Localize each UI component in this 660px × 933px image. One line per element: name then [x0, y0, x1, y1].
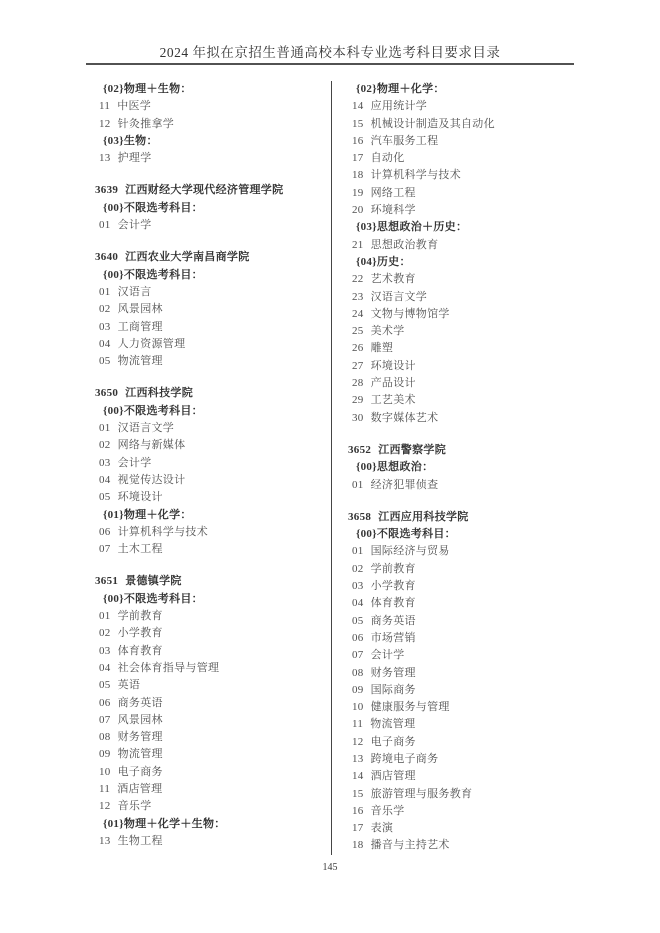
- major-number: 27: [352, 359, 364, 372]
- major-name: 财务管理: [370, 666, 416, 679]
- major-name: 环境设计: [117, 491, 163, 504]
- major-number: 04: [99, 337, 111, 350]
- major-name: 市场营销: [370, 631, 416, 644]
- major-number: 04: [99, 473, 111, 486]
- university-group: [348, 509, 574, 855]
- university-name: 江西应用科技学院: [378, 510, 469, 523]
- major-item: [99, 336, 331, 353]
- major-name: 学前教育: [370, 562, 416, 575]
- major-item: [352, 682, 574, 699]
- major-name: 自动化: [370, 152, 405, 165]
- major-item: [99, 437, 331, 454]
- major-item: [352, 595, 574, 612]
- major-number: 11: [99, 782, 111, 795]
- subject-requirement-header: {00}不限选考科目：: [103, 201, 203, 214]
- major-name: 计算机科学与技术: [117, 525, 209, 538]
- major-number: 03: [99, 320, 111, 333]
- major-item: [352, 98, 574, 115]
- content-columns: [88, 81, 575, 855]
- university-header: [95, 573, 331, 590]
- major-item: [352, 340, 574, 357]
- major-number: 18: [352, 169, 364, 182]
- major-number: 06: [352, 631, 364, 644]
- major-name: 工商管理: [117, 320, 163, 333]
- page-number: 145: [322, 861, 338, 873]
- major-item: [352, 543, 574, 560]
- major-item: [99, 301, 331, 318]
- major-item: [99, 489, 331, 506]
- university-name: 江西科技学院: [125, 387, 194, 400]
- major-item: [352, 185, 574, 202]
- major-number: 03: [352, 580, 364, 593]
- major-item: [99, 798, 331, 815]
- major-name: 风景园林: [117, 303, 163, 316]
- major-number: 15: [352, 787, 364, 800]
- major-number: 11: [99, 100, 111, 113]
- major-item: [352, 477, 574, 494]
- major-item: [99, 712, 331, 729]
- major-number: 03: [99, 644, 111, 657]
- major-name: 中医学: [117, 100, 152, 113]
- major-name: 汉语言文学: [117, 422, 175, 435]
- major-number: 16: [352, 804, 364, 817]
- major-number: 15: [352, 117, 364, 130]
- major-number: 05: [352, 614, 364, 627]
- major-name: 电子商务: [117, 765, 163, 778]
- major-item: [99, 746, 331, 763]
- major-item: [352, 323, 574, 340]
- major-name: 商务英语: [370, 614, 416, 627]
- major-name: 美术学: [370, 325, 405, 338]
- university-code: 3650: [95, 387, 119, 400]
- major-name: 物流管理: [117, 748, 163, 761]
- major-number: 06: [99, 696, 111, 709]
- major-item: [99, 729, 331, 746]
- major-name: 汉语言: [117, 285, 152, 298]
- major-name: 酒店管理: [117, 782, 163, 795]
- major-item: [352, 734, 574, 751]
- major-item: [99, 319, 331, 336]
- major-item: [352, 306, 574, 323]
- major-number: 05: [99, 491, 111, 504]
- major-number: 13: [99, 834, 111, 847]
- university-group: [95, 385, 331, 558]
- major-number: 13: [99, 152, 111, 165]
- major-item: [99, 420, 331, 437]
- major-item: [352, 803, 574, 820]
- university-header: [95, 385, 331, 402]
- major-name: 会计学: [117, 456, 152, 469]
- major-item: [352, 820, 574, 837]
- major-item: [352, 116, 574, 133]
- university-header: [95, 249, 331, 266]
- major-number: 02: [99, 303, 111, 316]
- major-item: [99, 608, 331, 625]
- major-item: [99, 781, 331, 798]
- major-name: 艺术教育: [370, 273, 416, 286]
- major-name: 文物与博物馆学: [370, 307, 450, 320]
- major-number: 12: [352, 735, 364, 748]
- university-header: [95, 182, 331, 199]
- major-number: 08: [352, 666, 364, 679]
- major-item: [352, 150, 574, 167]
- major-name: 音乐学: [370, 804, 405, 817]
- major-number: 09: [352, 683, 364, 696]
- university-code: 3652: [348, 443, 372, 456]
- major-item: [352, 358, 574, 375]
- major-number: 01: [99, 219, 111, 232]
- major-name: 计算机科学与技术: [370, 169, 462, 182]
- major-number: 12: [99, 800, 111, 813]
- major-number: 10: [99, 765, 111, 778]
- major-item: [99, 217, 331, 234]
- major-number: 17: [352, 822, 364, 835]
- major-name: 会计学: [370, 649, 405, 662]
- major-name: 产品设计: [370, 377, 416, 390]
- column-left: [88, 81, 332, 855]
- major-number: 23: [352, 290, 364, 303]
- major-item: [99, 833, 331, 850]
- major-name: 体育教育: [370, 597, 416, 610]
- major-item: [99, 116, 331, 133]
- major-item: [99, 541, 331, 558]
- major-item: [352, 289, 574, 306]
- major-name: 环境科学: [370, 204, 416, 217]
- major-number: 12: [99, 117, 111, 130]
- university-group: [348, 81, 574, 427]
- major-name: 英语: [117, 679, 141, 692]
- university-group: [95, 249, 331, 370]
- major-name: 经济犯罪侦查: [370, 478, 439, 491]
- university-name: 江西农业大学南昌商学院: [125, 251, 250, 264]
- major-item: [352, 133, 574, 150]
- major-name: 风景园林: [117, 713, 163, 726]
- major-number: 16: [352, 134, 364, 147]
- major-item: [99, 643, 331, 660]
- major-item: [99, 625, 331, 642]
- major-item: [352, 375, 574, 392]
- major-number: 14: [352, 770, 364, 783]
- major-item: [352, 561, 574, 578]
- university-code: 3640: [95, 251, 119, 264]
- major-item: [352, 699, 574, 716]
- major-item: [352, 237, 574, 254]
- major-number: 01: [99, 285, 111, 298]
- subject-requirement-header: {00}不限选考科目：: [103, 404, 203, 417]
- major-item: [99, 524, 331, 541]
- major-number: 07: [352, 649, 364, 662]
- major-name: 会计学: [117, 219, 152, 232]
- major-item: [352, 751, 574, 768]
- major-name: 学前教育: [117, 610, 163, 623]
- major-item: [352, 271, 574, 288]
- subject-requirement-header: {00}不限选考科目：: [103, 268, 203, 281]
- subject-requirement-header: {02}物理＋生物：: [103, 83, 192, 95]
- major-name: 汽车服务工程: [370, 134, 439, 147]
- major-item: [352, 630, 574, 647]
- major-item: [352, 202, 574, 219]
- university-code: 3651: [95, 575, 119, 588]
- major-name: 体育教育: [117, 644, 163, 657]
- major-name: 电子商务: [370, 735, 416, 748]
- major-number: 18: [352, 839, 364, 852]
- major-number: 20: [352, 204, 364, 217]
- major-item: [352, 837, 574, 854]
- major-name: 汉语言文学: [370, 290, 428, 303]
- major-number: 08: [99, 731, 111, 744]
- major-name: 财务管理: [117, 731, 163, 744]
- major-number: 07: [99, 543, 111, 556]
- major-name: 音乐学: [117, 800, 152, 813]
- major-name: 小学教育: [370, 580, 416, 593]
- major-item: [352, 167, 574, 184]
- university-header: [348, 509, 574, 526]
- major-name: 物流管理: [117, 355, 163, 368]
- major-number: 02: [99, 627, 111, 640]
- major-name: 应用统计学: [370, 100, 428, 113]
- major-item: [99, 677, 331, 694]
- major-number: 22: [352, 273, 364, 286]
- major-name: 环境设计: [370, 359, 416, 372]
- university-name: 江西警察学院: [378, 443, 447, 456]
- subject-requirement-header: {00}思想政治：: [356, 461, 434, 474]
- major-item: [352, 392, 574, 409]
- major-number: 19: [352, 186, 364, 199]
- major-number: 06: [99, 525, 111, 538]
- subject-requirement-header: {02}物理＋化学：: [356, 83, 445, 95]
- major-number: 13: [352, 752, 364, 765]
- subject-requirement-header: {03}思想政治＋历史：: [356, 221, 468, 234]
- major-name: 护理学: [117, 152, 152, 165]
- major-item: [352, 578, 574, 595]
- university-header: [348, 442, 574, 459]
- major-name: 雕塑: [370, 342, 394, 355]
- major-name: 土木工程: [117, 543, 163, 556]
- major-name: 酒店管理: [370, 770, 416, 783]
- major-number: 25: [352, 325, 364, 338]
- major-number: 11: [352, 718, 364, 731]
- major-number: 01: [352, 478, 364, 491]
- major-name: 社会体育指导与管理: [117, 661, 220, 674]
- major-number: 01: [352, 545, 364, 558]
- major-item: [352, 716, 574, 733]
- major-name: 机械设计制造及其自动化: [370, 117, 495, 130]
- major-number: 02: [99, 439, 111, 452]
- major-item: [352, 647, 574, 664]
- major-item: [99, 284, 331, 301]
- major-number: 29: [352, 394, 364, 407]
- university-group: [95, 182, 331, 234]
- university-name: 景德镇学院: [125, 575, 182, 588]
- major-name: 跨境电子商务: [370, 752, 439, 765]
- major-name: 旅游管理与服务教育: [370, 787, 473, 800]
- major-name: 商务英语: [117, 696, 163, 709]
- major-number: 14: [352, 100, 364, 113]
- major-name: 播音与主持艺术: [370, 839, 450, 852]
- major-number: 17: [352, 152, 364, 165]
- major-number: 09: [99, 748, 111, 761]
- subject-requirement-header: {00}不限选考科目：: [356, 528, 456, 541]
- major-item: [352, 786, 574, 803]
- major-number: 04: [352, 597, 364, 610]
- major-name: 针灸推拿学: [117, 117, 175, 130]
- major-number: 05: [99, 679, 111, 692]
- major-number: 05: [99, 355, 111, 368]
- major-item: [352, 768, 574, 785]
- subject-requirement-header: {00}不限选考科目：: [103, 592, 203, 605]
- major-item: [99, 353, 331, 370]
- major-number: 02: [352, 562, 364, 575]
- major-name: 网络与新媒体: [117, 439, 186, 452]
- university-name: 江西财经大学现代经济管理学院: [125, 184, 284, 197]
- major-item: [352, 613, 574, 630]
- major-item: [99, 455, 331, 472]
- major-name: 小学教育: [117, 627, 163, 640]
- major-number: 26: [352, 342, 364, 355]
- major-number: 01: [99, 610, 111, 623]
- major-name: 网络工程: [370, 186, 416, 199]
- major-name: 人力资源管理: [117, 337, 186, 350]
- major-item: [99, 764, 331, 781]
- major-name: 数字媒体艺术: [370, 411, 439, 424]
- major-number: 01: [99, 422, 111, 435]
- university-code: 3658: [348, 510, 372, 523]
- major-number: 30: [352, 411, 364, 424]
- major-number: 24: [352, 307, 364, 320]
- major-name: 表演: [370, 822, 394, 835]
- university-group: [95, 81, 331, 167]
- major-number: 28: [352, 377, 364, 390]
- university-group: [95, 573, 331, 850]
- major-name: 工艺美术: [370, 394, 416, 407]
- title-rule: [86, 63, 574, 65]
- major-name: 国际商务: [370, 683, 416, 696]
- major-item: [99, 98, 331, 115]
- major-item: [99, 660, 331, 677]
- major-item: [352, 410, 574, 427]
- subject-requirement-header: {01}物理＋化学＋生物：: [103, 817, 226, 830]
- major-name: 健康服务与管理: [370, 701, 450, 714]
- major-item: [99, 150, 331, 167]
- page-title: 2024 年拟在京招生普通高校本科专业选考科目要求目录: [159, 45, 501, 60]
- subject-requirement-header: {01}物理＋化学：: [103, 508, 192, 521]
- university-group: [348, 442, 574, 494]
- major-name: 物流管理: [370, 718, 416, 731]
- major-name: 国际经济与贸易: [370, 545, 450, 558]
- major-name: 生物工程: [117, 834, 163, 847]
- major-number: 21: [352, 238, 364, 251]
- column-right: [332, 81, 574, 855]
- major-number: 04: [99, 661, 111, 674]
- major-name: 视觉传达设计: [117, 473, 186, 486]
- subject-requirement-header: {03}生物：: [103, 134, 158, 147]
- major-item: [352, 665, 574, 682]
- major-number: 10: [352, 701, 364, 714]
- major-name: 思想政治教育: [370, 238, 439, 251]
- major-number: 07: [99, 713, 111, 726]
- university-code: 3639: [95, 184, 119, 197]
- major-item: [99, 472, 331, 489]
- major-item: [99, 695, 331, 712]
- subject-requirement-header: {04}历史：: [356, 255, 411, 268]
- major-number: 03: [99, 456, 111, 469]
